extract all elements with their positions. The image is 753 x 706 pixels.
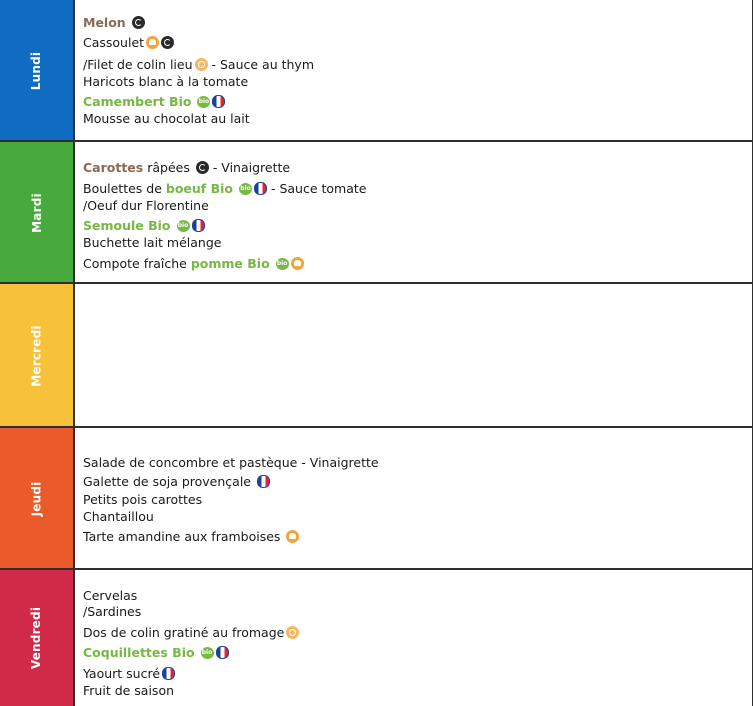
france-icon [162,667,175,680]
day-mardi [0,140,753,284]
menu-item-text: Coquillettes Bio [83,645,195,660]
menu-item [83,160,290,176]
menu-item [83,256,304,272]
season-icon [161,36,174,49]
day-mercredi [0,282,753,428]
menu-item-text: /Filet de colin lieu [83,57,193,72]
menu-item [83,604,141,620]
day-label-vendredi [0,570,73,706]
day-jeudi [0,426,753,570]
day-body-mardi [73,142,753,284]
day-lundi [0,0,753,142]
menu-item [83,492,202,508]
day-body-mercredi [73,284,753,428]
menu-item [83,529,299,545]
menu-item [83,57,314,73]
day-label-text: Lundi [29,51,44,91]
menu-item-sauce: - Vinaigrette [212,160,291,175]
menu-item [83,235,221,251]
menu-item [83,625,299,641]
menu-item-text: Petits pois carottes [83,492,203,507]
day-vendredi [0,568,753,706]
menu-item-text: Salade de concombre et pastèque - Vinaigrette [83,455,379,470]
menu-item [83,74,248,90]
menu-item-text: Melon [83,15,126,30]
menu-item-text: Dos de colin gratiné au fromage [83,625,285,640]
menu-item [83,181,366,197]
menu-item-text: Haricots blanc à la tomate [83,74,249,89]
day-body-lundi [73,0,753,142]
menu-item-text: Fruit de saison [83,683,175,698]
menu-item-text: Yaourt sucré [83,666,161,681]
bio-icon [276,258,289,270]
day-label-lundi [0,0,73,142]
france-icon [216,646,229,659]
menu-item-text: /Sardines [83,604,142,619]
day-label-mardi [0,142,73,284]
day-label-text: Vendredi [29,606,44,670]
chef-icon [146,36,159,49]
menu-item [83,15,145,31]
menu-item-text: Semoule Bio [83,218,171,233]
menu-item-text: Chantaillou [83,509,154,524]
season-icon [132,16,145,29]
menu-item-text: Buchette lait mélange [83,235,222,250]
menu-item-text: Camembert Bio [83,94,192,109]
msc-icon [195,58,208,71]
day-body-jeudi [73,428,753,570]
menu-item [83,455,379,471]
menu-item-text: Cervelas [83,588,138,603]
menu-item [83,218,205,234]
menu-item-text: Tarte amandine aux framboises [83,529,281,544]
msc-icon [286,626,299,639]
bio-icon [239,183,252,195]
menu-item-text: /Oeuf dur Florentine [83,198,209,213]
menu-item [83,198,209,214]
menu-item-text: Mousse au chocolat au lait [83,111,250,126]
menu-item-text: boeuf Bio [165,181,233,196]
menu-item [83,474,270,490]
menu-item-text: Compote fraîche [83,256,191,271]
menu-item-text: Carottes [83,160,144,175]
menu-item-text: râpées [143,160,190,175]
menu-item [83,35,174,51]
france-icon [212,95,225,108]
day-label-mercredi [0,284,73,428]
day-label-jeudi [0,428,73,570]
chef-icon [286,530,299,543]
menu-item-text: Galette de soja provençale [83,474,251,489]
day-body-vendredi [73,570,753,706]
france-icon [192,219,205,232]
menu-item [83,645,229,661]
menu-item [83,683,174,699]
day-label-text: Mardi [29,193,44,233]
season-icon [196,161,209,174]
menu-item-text: Cassoulet [83,35,145,50]
menu-item [83,509,154,525]
menu-item [83,666,175,682]
bio-icon [197,96,210,108]
menu-item-text: Boulettes de [83,181,166,196]
menu-item [83,111,250,127]
menu-item-text: pomme Bio [190,256,270,271]
france-icon [257,475,270,488]
chef-icon [291,257,304,270]
menu-item-sauce: - Sauce tomate [270,181,367,196]
bio-icon [201,647,214,659]
day-label-text: Jeudi [29,481,44,517]
day-label-text: Mercredi [29,325,44,387]
menu-item-sauce: - Sauce au thym [211,57,315,72]
menu-item [83,588,137,604]
bio-icon [177,220,190,232]
menu-item [83,94,225,110]
france-icon [254,182,267,195]
